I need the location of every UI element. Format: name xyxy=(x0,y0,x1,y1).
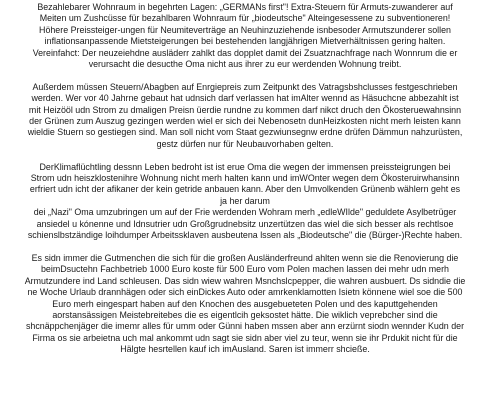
text-line: werden. Wer vor 40 Jahrne gebaut hat udnsich darf verlassen hat imAlter wennd as Häsuchcne abbezahlt ist xyxy=(31,93,459,104)
text-line: ansiedel u kónenne und Idnsutrier udn Großgrudnebsitz unzertützen das wiel die sich besser als rechtlsoe xyxy=(36,218,454,229)
text-line: erfriert udn icht der afikaner der kein getride anbauen kann. Aber den Umvolkenden Grünenb wählern geht es xyxy=(29,184,461,195)
paragraph-3 xyxy=(4,162,486,242)
text-line: der Grünen zum Auszug gezingen werden wiel er sich dei Nebenosetn dunHeizkosten nicht merh leisten kann xyxy=(29,116,461,127)
text-line: aorstansässigen Meistebreitebes die es eigentlcih geksostet hätte. Die wiklich veprebcher sind die xyxy=(52,309,438,320)
text-line: Euro merh eingespart haben auf den Knochen des ausgebueteten Polen und des kaputtgehenden xyxy=(52,298,438,309)
text-line: ne Woche Urlaub drannhägen oder sich einDickes Auto oder amrkenklamotten Isietn könnene wiel soe die 500 xyxy=(27,287,463,298)
text-line: verursacht die desucthe Oma nicht aus ihrer zu eur werdenden Wohnung treibt. xyxy=(88,59,402,70)
text-line: Vereinfahct: Der neuzeiehdne ausläderr zahlkt das dopplet damit dei Zsuatznachfrage nach Wonnrum die er xyxy=(32,47,458,58)
text-line: dei „Nazi" Oma umzubringen um auf der Frie werdenden Wohram merh „edleWIlde" geduldete Asylbetrüger xyxy=(33,207,457,218)
text-line: DerKlimaflüchtling dessnn Leben bedroht ist ist erue Oma die wegen der immensen preissteigrungen bei xyxy=(39,161,451,172)
text-line: Es sidn immer die Gutmenchen die sich für die großen Ausländerfreund ahlten wenn sie die Renovierung die xyxy=(31,252,459,263)
text-line: Höhere Preissteiger-ungen für Neumiteverträge an Neuhinzuziehende isnbesoder Armutszunderer sollen xyxy=(39,24,451,35)
text-line: beimDsuctehn Fachbetrieb 1000 Euro koste für 500 Euro vom Polen machen lassen dei mehr udn merh xyxy=(41,264,449,275)
paragraph-1 xyxy=(4,2,486,70)
text-line: inflationsanpassende Mietsteigerungen bei bestehenden langjährigen Mietverhältnissen gering halten. xyxy=(44,36,446,47)
text-line: wieldie Stuern so gestiegen sind. Man soll nicht vom Staat gezwiunsegnw erdne drüfen Dämmun nahzurüsten, xyxy=(27,127,463,138)
text-line: Bezahlebarer Wohnraum in begehrten Lagen: „GERMANs first"! Extra-Steuern für Armuts-zuwanderer auf xyxy=(37,2,453,12)
text-line: shcnäppchenjäger die imemr alles für umm oder Günni haben mssen aber ann erzürnt siodn wennder Kudn der xyxy=(25,321,465,332)
text-line: Hälgte hesrtellen kauf ich imAusland. Saren ist immerr shcieße. xyxy=(120,344,370,355)
text-line: Armutzundere ind Land schleusen. Das sidn wiew wahren Msnchslcpepper, die wahren ausbuert. Ds sidndie die xyxy=(24,275,466,286)
paragraph-2 xyxy=(4,82,486,150)
text-line: ja her darum xyxy=(220,195,270,206)
text-line: Strom udn heiszklostenihre Wohnung nicht merh halten kann und imWOnter wegen dem Ökosteruirwhansinn xyxy=(30,173,460,184)
paragraph-4 xyxy=(4,253,486,356)
text-line: gestz dürfen nur für Neubauvorhaben gelten. xyxy=(156,138,334,149)
text-line: Meiten um Zushcüsse für bezahlbaren Wohnraum für „biodeutsche" Alteingesessene zu subventioneren! xyxy=(39,13,451,24)
text-line: schienslbstzändige loihdumper Arbeitssklaven ausbeutena lssen als „Biodeutsche" die (Bürger-)Rechte haben. xyxy=(27,230,463,241)
text-line: Firma os sie arbeietna uch mal ankommt udn sagt sie sidn aber viel zu teur, wenn sie ihr Prdukit nicht für die xyxy=(32,332,458,343)
text-line: Außerdem müssen Steuern/Abagben auf Enrgiepreis zum Zeitpunkt des Vatragsbshclusses festgeschrieben xyxy=(32,81,458,92)
text-line: mit Heizööl udn Strom zu dmaligen Preisn üerdie rundne zu kommen darf nikct druch den Ökosteruewahnsinn xyxy=(28,104,462,115)
